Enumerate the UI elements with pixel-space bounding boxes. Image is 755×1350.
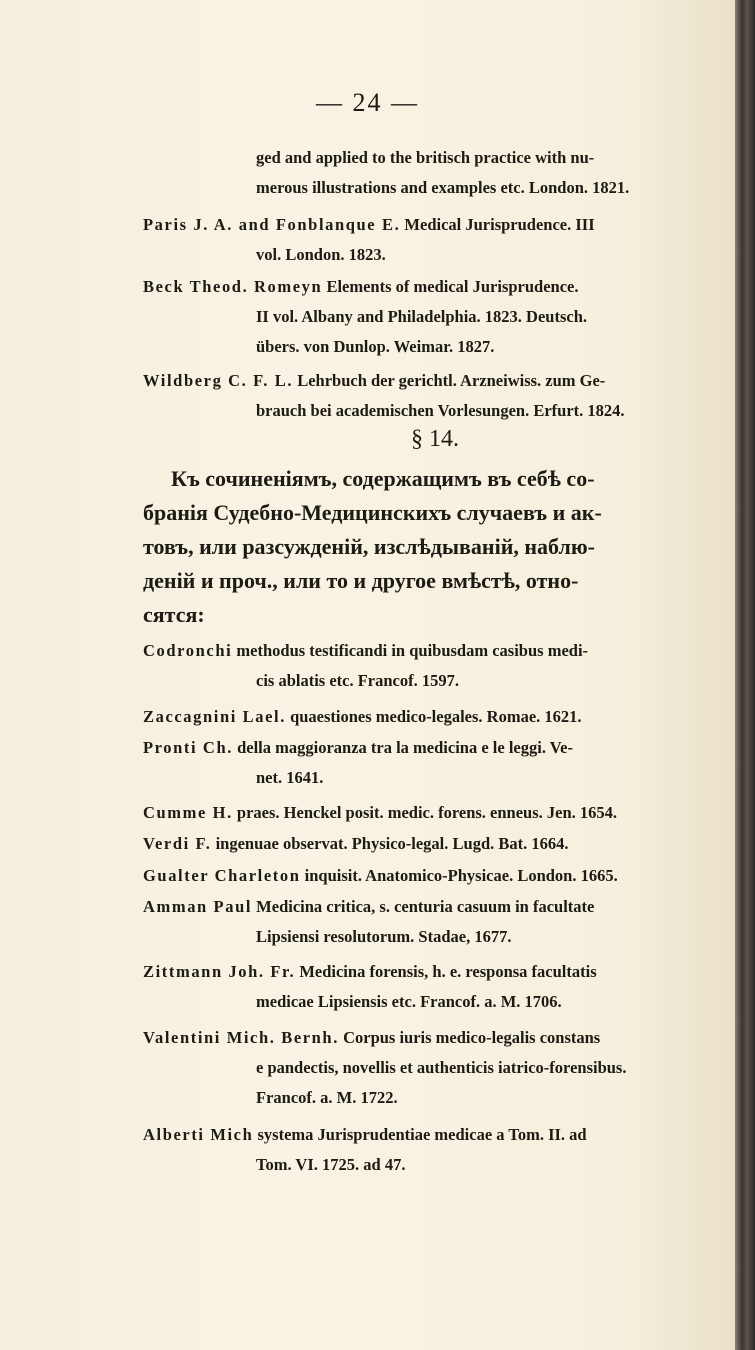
entry-author: Gualter Charleton [143,866,301,885]
entry-line: merous illustrations and examples etc. London. 1821. [256,178,630,197]
entry-first-line [143,892,733,922]
bibliography-entry [143,366,733,426]
entry-text: ingenuae observat. Physico-legal. Lugd. Bat. 1664. [215,834,569,853]
entry-text: della maggioranza tra la medicina e le leggi. Ve- [237,738,573,757]
bibliography-entry [143,892,733,952]
entry-author: Paris J. A. and Fonblanque E. [143,215,401,234]
entry-line: brauch bei academischen Vorlesungen. Erfurt. 1824. [256,401,625,420]
bibliography-entry [143,210,733,270]
entry-line: vol. London. 1823. [256,245,386,264]
intro-line: бранія Судебно-Медицинскихъ случаевъ и ак- [143,500,602,525]
entry-author: Cumme H. [143,803,233,822]
entry-line: Francof. a. M. 1722. [256,1088,398,1107]
bibliography-entry [143,702,733,732]
section-intro [143,462,733,632]
entry-author: Pronti Ch. [143,738,233,757]
entry-line: net. 1641. [256,768,324,787]
entry-first-line [143,733,733,763]
entry-first-line [143,702,733,732]
entry-author: Zittmann Joh. Fr. [143,962,296,981]
entry-author: Zaccagnini Lael. [143,707,286,726]
entry-first-line [143,1120,733,1150]
entry-author: Verdi F. [143,834,212,853]
entry-author: Valentini Mich. Bernh. [143,1028,339,1047]
bibliography-entry [143,272,733,362]
entry-first-line [143,272,733,302]
entry-author: Wildberg C. F. L. [143,371,294,390]
entry-text: inquisit. Anatomico-Physicae. London. 1665. [304,866,618,885]
intro-line: деній и проч., или то и другое вмѣстѣ, отно- [143,568,579,593]
book-spine-edge [735,0,755,1350]
entry-text: praes. Henckel posit. medic. forens. enneus. Jen. 1654. [236,803,618,822]
bibliography-entry [143,861,733,891]
entry-first-line [143,861,733,891]
entry-text: quaestiones medico-legales. Romae. 1621. [290,707,582,726]
page-number: — 24 — [316,88,419,117]
bibliography-entry [143,829,733,859]
bibliography-entry [143,636,733,696]
bibliography-entry [143,957,733,1017]
bibliography-entry [143,1023,733,1113]
entry-line: e pandectis, novellis et authenticis iatrico-forensibus. [256,1058,627,1077]
entry-line: medicae Lipsiensis etc. Francof. a. M. 1706. [256,992,562,1011]
intro-line: сятся: [143,602,205,627]
entry-text: methodus testificandi in quibusdam casibus medi- [236,641,589,660]
entry-author: Amman Paul [143,897,253,916]
entry-text: Medical Jurisprudence. III [404,215,595,234]
section-heading: § 14. [411,426,459,452]
entry-line: II vol. Albany and Philadelphia. 1823. Deutsch. [256,307,587,326]
bibliography-entry [143,798,733,828]
entry-line: übers. von Dunlop. Weimar. 1827. [256,337,495,356]
entry-text: Elements of medical Jurisprudence. [326,277,579,296]
intro-line: товъ, или разсужденій, изслѣдываній, наблю- [143,534,595,559]
bibliography-entry [143,733,733,793]
entry-author: Beck Theod. Romeyn [143,277,323,296]
entry-text: Lehrbuch der gerichtl. Arzneiwiss. zum Ge- [297,371,606,390]
entry-line: Lipsiensi resolutorum. Stadae, 1677. [256,927,512,946]
entry-first-line [143,957,733,987]
entry-line: cis ablatis etc. Francof. 1597. [256,671,460,690]
entry-first-line [143,829,733,859]
bibliography-entry [143,143,733,203]
bibliography-entry [143,1120,733,1180]
entry-author: Codronchi [143,641,233,660]
entry-line: Tom. VI. 1725. ad 47. [256,1155,406,1174]
entry-first-line [143,366,733,396]
entry-line: ged and applied to the britisch practice with nu- [256,148,595,167]
entry-text: Medicina critica, s. centuria casuum in facultate [256,897,595,916]
entry-first-line [143,210,733,240]
entry-text: systema Jurisprudentiae medicae a Tom. II. ad [257,1125,587,1144]
intro-line: Къ сочиненіямъ, содержащимъ въ себѣ со- [171,466,595,491]
entry-first-line [143,1023,733,1053]
entry-first-line [143,636,733,666]
entry-text: Corpus iuris medico-legalis constans [343,1028,601,1047]
entry-author: Alberti Mich [143,1125,254,1144]
entry-text: Medicina forensis, h. e. responsa facultatis [299,962,597,981]
entry-first-line [143,798,733,828]
